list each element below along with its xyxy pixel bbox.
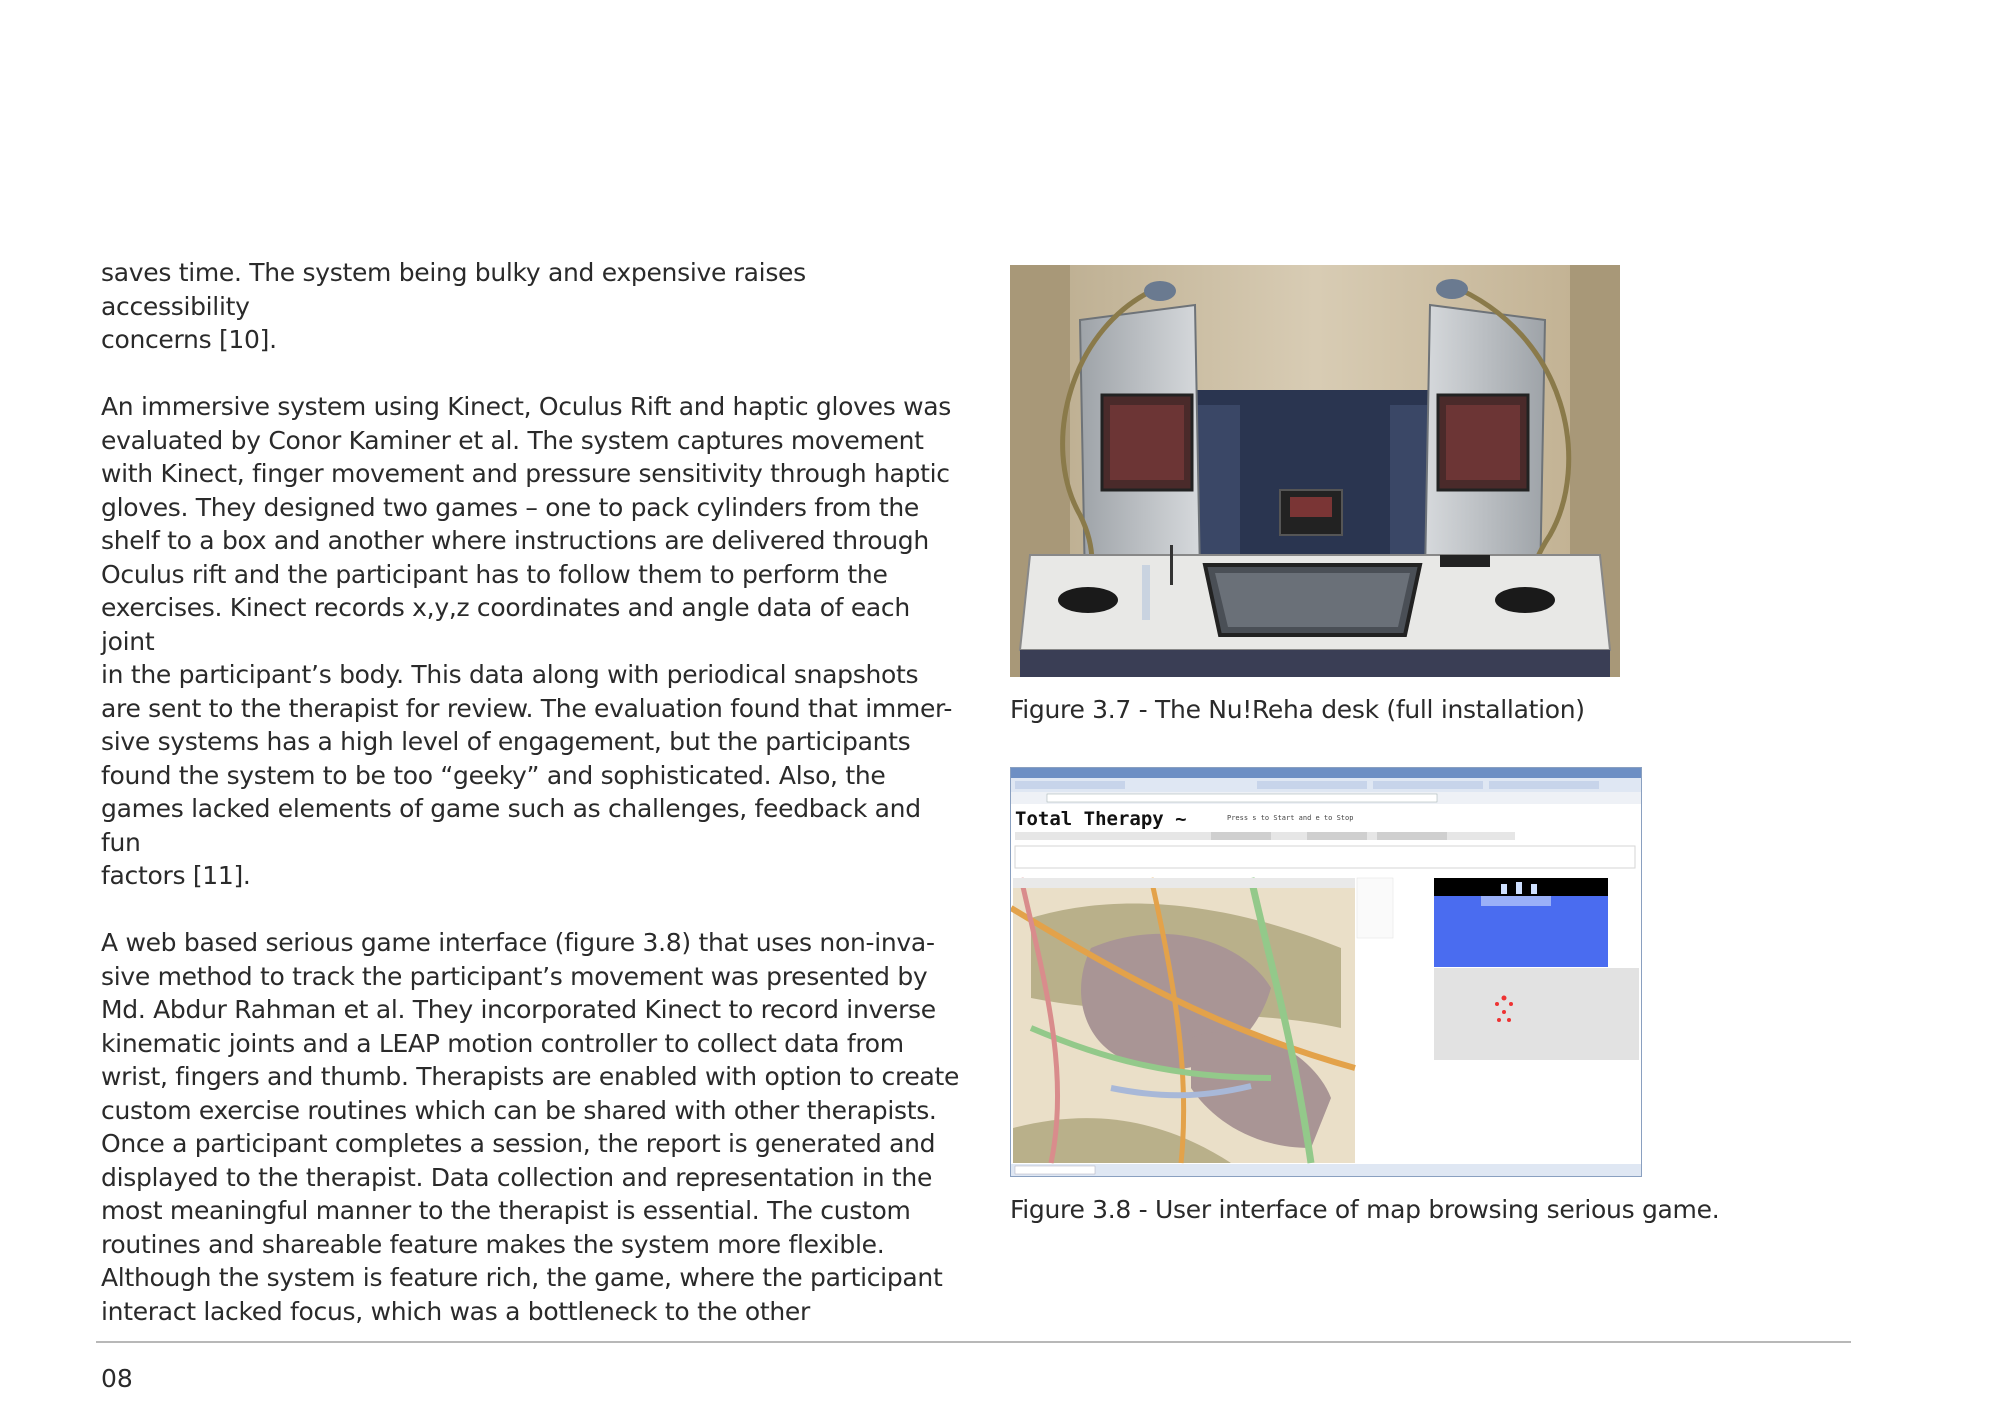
nureha-desk-photo <box>1010 265 1620 677</box>
figure-3-7 <box>1010 265 1620 726</box>
body-paragraph: A web based serious game interface (figure 3.8) that uses non-inva- sive method to track the participant’s movement was presented by Md. Abdur Rahman et al. They incorporated Kinect to record inverse kinematic joints and a LEAP motion controller to collect data from wrist, fingers and thumb. Therapists are enabled with option to create custom exercise routines which can be shared with other therapists. Once a participant completes a session, the report is generated and displayed to the therapist. Data collection and representation in the most meaningful manner to the therapist is essential. The custom routines and shareable feature makes the system more flexible. Although the system is feature rich, the game, where the participant interact lacked focus, which was a bottleneck to the other <box>101 928 960 1326</box>
body-text-column <box>101 256 961 1362</box>
body-paragraph: An immersive system using Kinect, Oculus Rift and haptic gloves was evaluated by Conor Kaminer et al. The system captures movement with Kinect, finger movement and pressure sensitivity through haptic gloves. They designed two games – one to pack cylinders from the shelf to a box and another where instructions are delivered through Oculus rift and the participant has to follow them to perform the exercises. Kinect records x,y,z coordinates and angle data of each joint in the participant’s body. This data along with periodical snapshots are sent to the therapist for review. The evaluation found that immer- sive systems has a high level of engagement, but the participants found the system to be too “geeky” and sophisticated. Also, the games lacked elements of game such as challenges, feedback and fun factors [11]. <box>101 392 953 890</box>
page-number: 08 <box>101 1364 133 1393</box>
figure-caption: Figure 3.7 - The Nu!Reha desk (full installation) <box>1010 695 1585 724</box>
desk-photo-illustration <box>1010 265 1620 677</box>
figure-caption: Figure 3.8 - User interface of map browsing serious game. <box>1010 1195 1720 1224</box>
figure-3-8 <box>1010 767 1719 1226</box>
total-therapy-screenshot <box>1010 767 1642 1177</box>
body-paragraph: saves time. The system being bulky and expensive raises accessibility concerns [10]. <box>101 258 806 354</box>
screenshot-hint: Press s to Start and e to Stop <box>1227 814 1354 822</box>
screenshot-title: Total Therapy ~ <box>1015 808 1187 830</box>
footer-divider <box>96 1341 1851 1343</box>
